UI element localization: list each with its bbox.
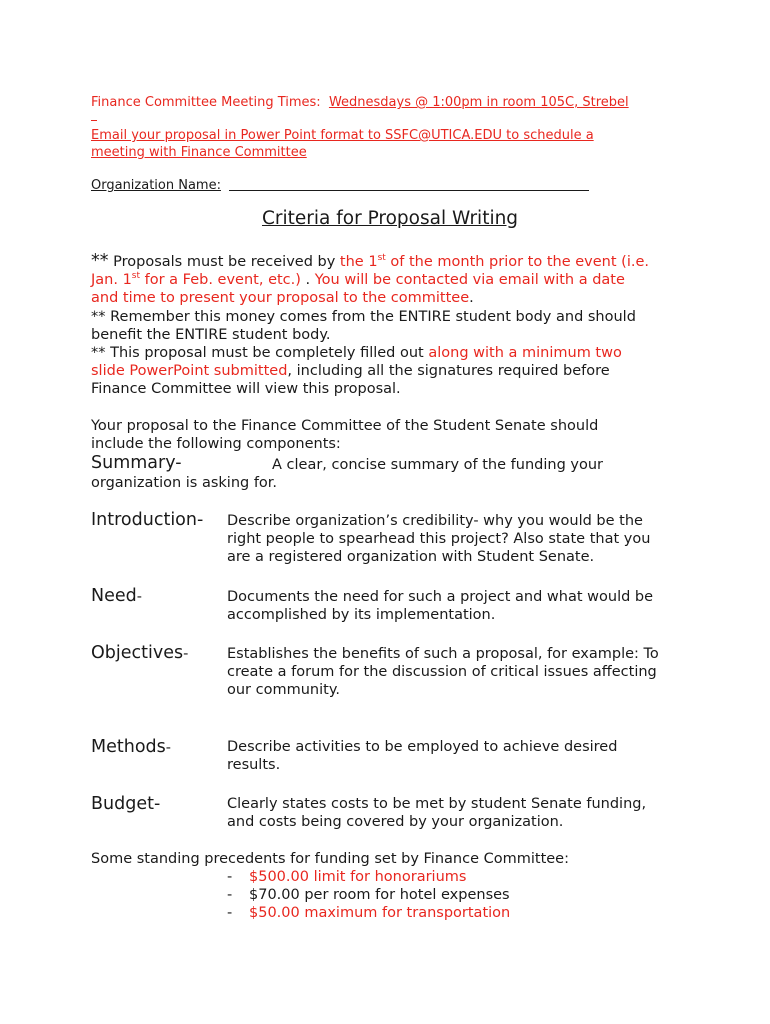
- rule-1-text-a: Proposals must be received by: [108, 254, 340, 270]
- introduction-desc: [227, 512, 650, 567]
- organization-name-label: Organization Name:: [91, 178, 221, 193]
- email-proposal-line-1: Email your proposal in Power Point format to SSFC@UTICA.EDU to schedule a: [91, 128, 594, 143]
- budget-desc-2: and costs being covered by your organization.: [227, 814, 564, 831]
- summary-label: Summary-: [91, 453, 182, 473]
- objectives-desc: [227, 645, 659, 700]
- budget-desc-1: Clearly states costs to be met by student Senate funding,: [227, 796, 647, 812]
- rule-1-line-3: [91, 289, 711, 307]
- rule-1-text-e: for a Feb. event, etc.): [140, 272, 301, 289]
- precedent-hotel: $70.00 per room for hotel expenses: [249, 887, 510, 904]
- stray-underline: [91, 120, 97, 121]
- introduction-desc-3: are a registered organization with Student Senate.: [227, 549, 595, 566]
- list-dash: -: [227, 869, 233, 885]
- objectives-desc-2: create a forum for the discussion of critical issues affecting: [227, 664, 657, 681]
- rule-2-line-1: ** Remember this money comes from the ENTIRE student body and should: [91, 308, 636, 325]
- rule-1-text-i: .: [469, 290, 474, 307]
- introduction-label: Introduction-: [91, 510, 204, 530]
- rule-3-text-a: ** This proposal must be completely filled out: [91, 345, 429, 362]
- objectives-desc-3: our community.: [227, 682, 340, 699]
- page-title: Criteria for Proposal Writing: [262, 208, 519, 229]
- list-item: [227, 886, 510, 904]
- methods-desc-1: Describe activities to be employed to achieve desired: [227, 739, 618, 755]
- need-desc-1: Documents the need for such a project and what would be: [227, 589, 654, 605]
- objectives-dash: -: [183, 646, 189, 662]
- list-dash: -: [227, 905, 233, 922]
- meeting-times-value: Wednesdays @ 1:00pm in room 105C, Strebel: [328, 95, 629, 110]
- rule-1-text-h: and time to present your proposal to the committee: [91, 290, 470, 307]
- precedents-intro: Some standing precedents for funding set by Finance Committee:: [91, 851, 569, 867]
- rule-3-line-2: [91, 362, 711, 380]
- rule-3-text-c: slide PowerPoint submitted: [91, 363, 288, 380]
- introduction-desc-2: right people to spearhead this project? Also state that you: [227, 531, 651, 548]
- need-dash: -: [136, 589, 142, 605]
- list-item: [227, 904, 510, 922]
- rule-2-line-2: benefit the ENTIRE student body.: [91, 326, 331, 343]
- methods-dash: -: [165, 740, 171, 756]
- email-proposal-line-2: meeting with Finance Committee: [91, 145, 307, 160]
- need-label: Need: [91, 586, 137, 606]
- components-intro: [91, 417, 598, 453]
- methods-desc-2: results.: [227, 757, 281, 774]
- methods-desc: [227, 738, 617, 774]
- objectives-label-group: [91, 643, 188, 663]
- methods-label: Methods: [91, 737, 166, 757]
- rule-1-sup-2: st: [131, 271, 141, 282]
- rule-1-text-f: .: [300, 272, 315, 289]
- rule-1-text-c: of the month prior to the event (i.e.: [385, 254, 649, 270]
- need-desc-2: accomplished by its implementation.: [227, 607, 496, 624]
- summary-desc-1: A clear, concise summary of the funding your: [272, 457, 603, 473]
- need-label-group: [91, 586, 142, 606]
- rule-1-text-b: the 1: [339, 254, 378, 270]
- objectives-desc-1: Establishes the benefits of such a proposal, for example: To: [227, 646, 659, 662]
- objectives-label: Objectives: [91, 643, 184, 663]
- components-intro-line-2: include the following components:: [91, 436, 341, 453]
- rule-1-line-2: [91, 271, 711, 289]
- meeting-times-label: Finance Committee Meeting Times:: [91, 95, 321, 110]
- budget-label: Budget-: [91, 794, 161, 814]
- components-intro-line-1: Your proposal to the Finance Committee of the Student Senate should: [91, 418, 599, 434]
- rule-3-line-1: [91, 344, 711, 362]
- rules-block: [91, 252, 711, 399]
- precedent-transportation: $50.00 maximum for transportation: [249, 905, 511, 922]
- precedents-list: [227, 868, 510, 923]
- rule-1-line-1: [91, 252, 711, 271]
- rule-1-sup-1: st: [377, 253, 386, 264]
- methods-label-group: [91, 737, 171, 757]
- rule-3-text-d: , including all the signatures required before: [287, 363, 610, 380]
- precedent-honorariums: $500.00 limit for honorariums: [249, 869, 467, 885]
- rule-stars: **: [91, 251, 109, 271]
- list-item: [227, 868, 510, 886]
- rule-1-text-d: Jan. 1: [91, 272, 132, 289]
- rule-3-text-b: along with a minimum two: [428, 345, 622, 362]
- budget-desc: [227, 795, 646, 831]
- need-desc: [227, 588, 653, 624]
- meeting-times-line: [91, 94, 629, 111]
- list-dash: -: [227, 887, 233, 904]
- introduction-desc-1: Describe organization’s credibility- why you would be the: [227, 513, 643, 529]
- rule-1-text-g: You will be contacted via email with a date: [314, 272, 625, 289]
- rule-3-line-3: Finance Committee will view this proposal.: [91, 381, 401, 398]
- summary-desc-2: organization is asking for.: [91, 475, 278, 491]
- organization-name-field[interactable]: [229, 190, 589, 191]
